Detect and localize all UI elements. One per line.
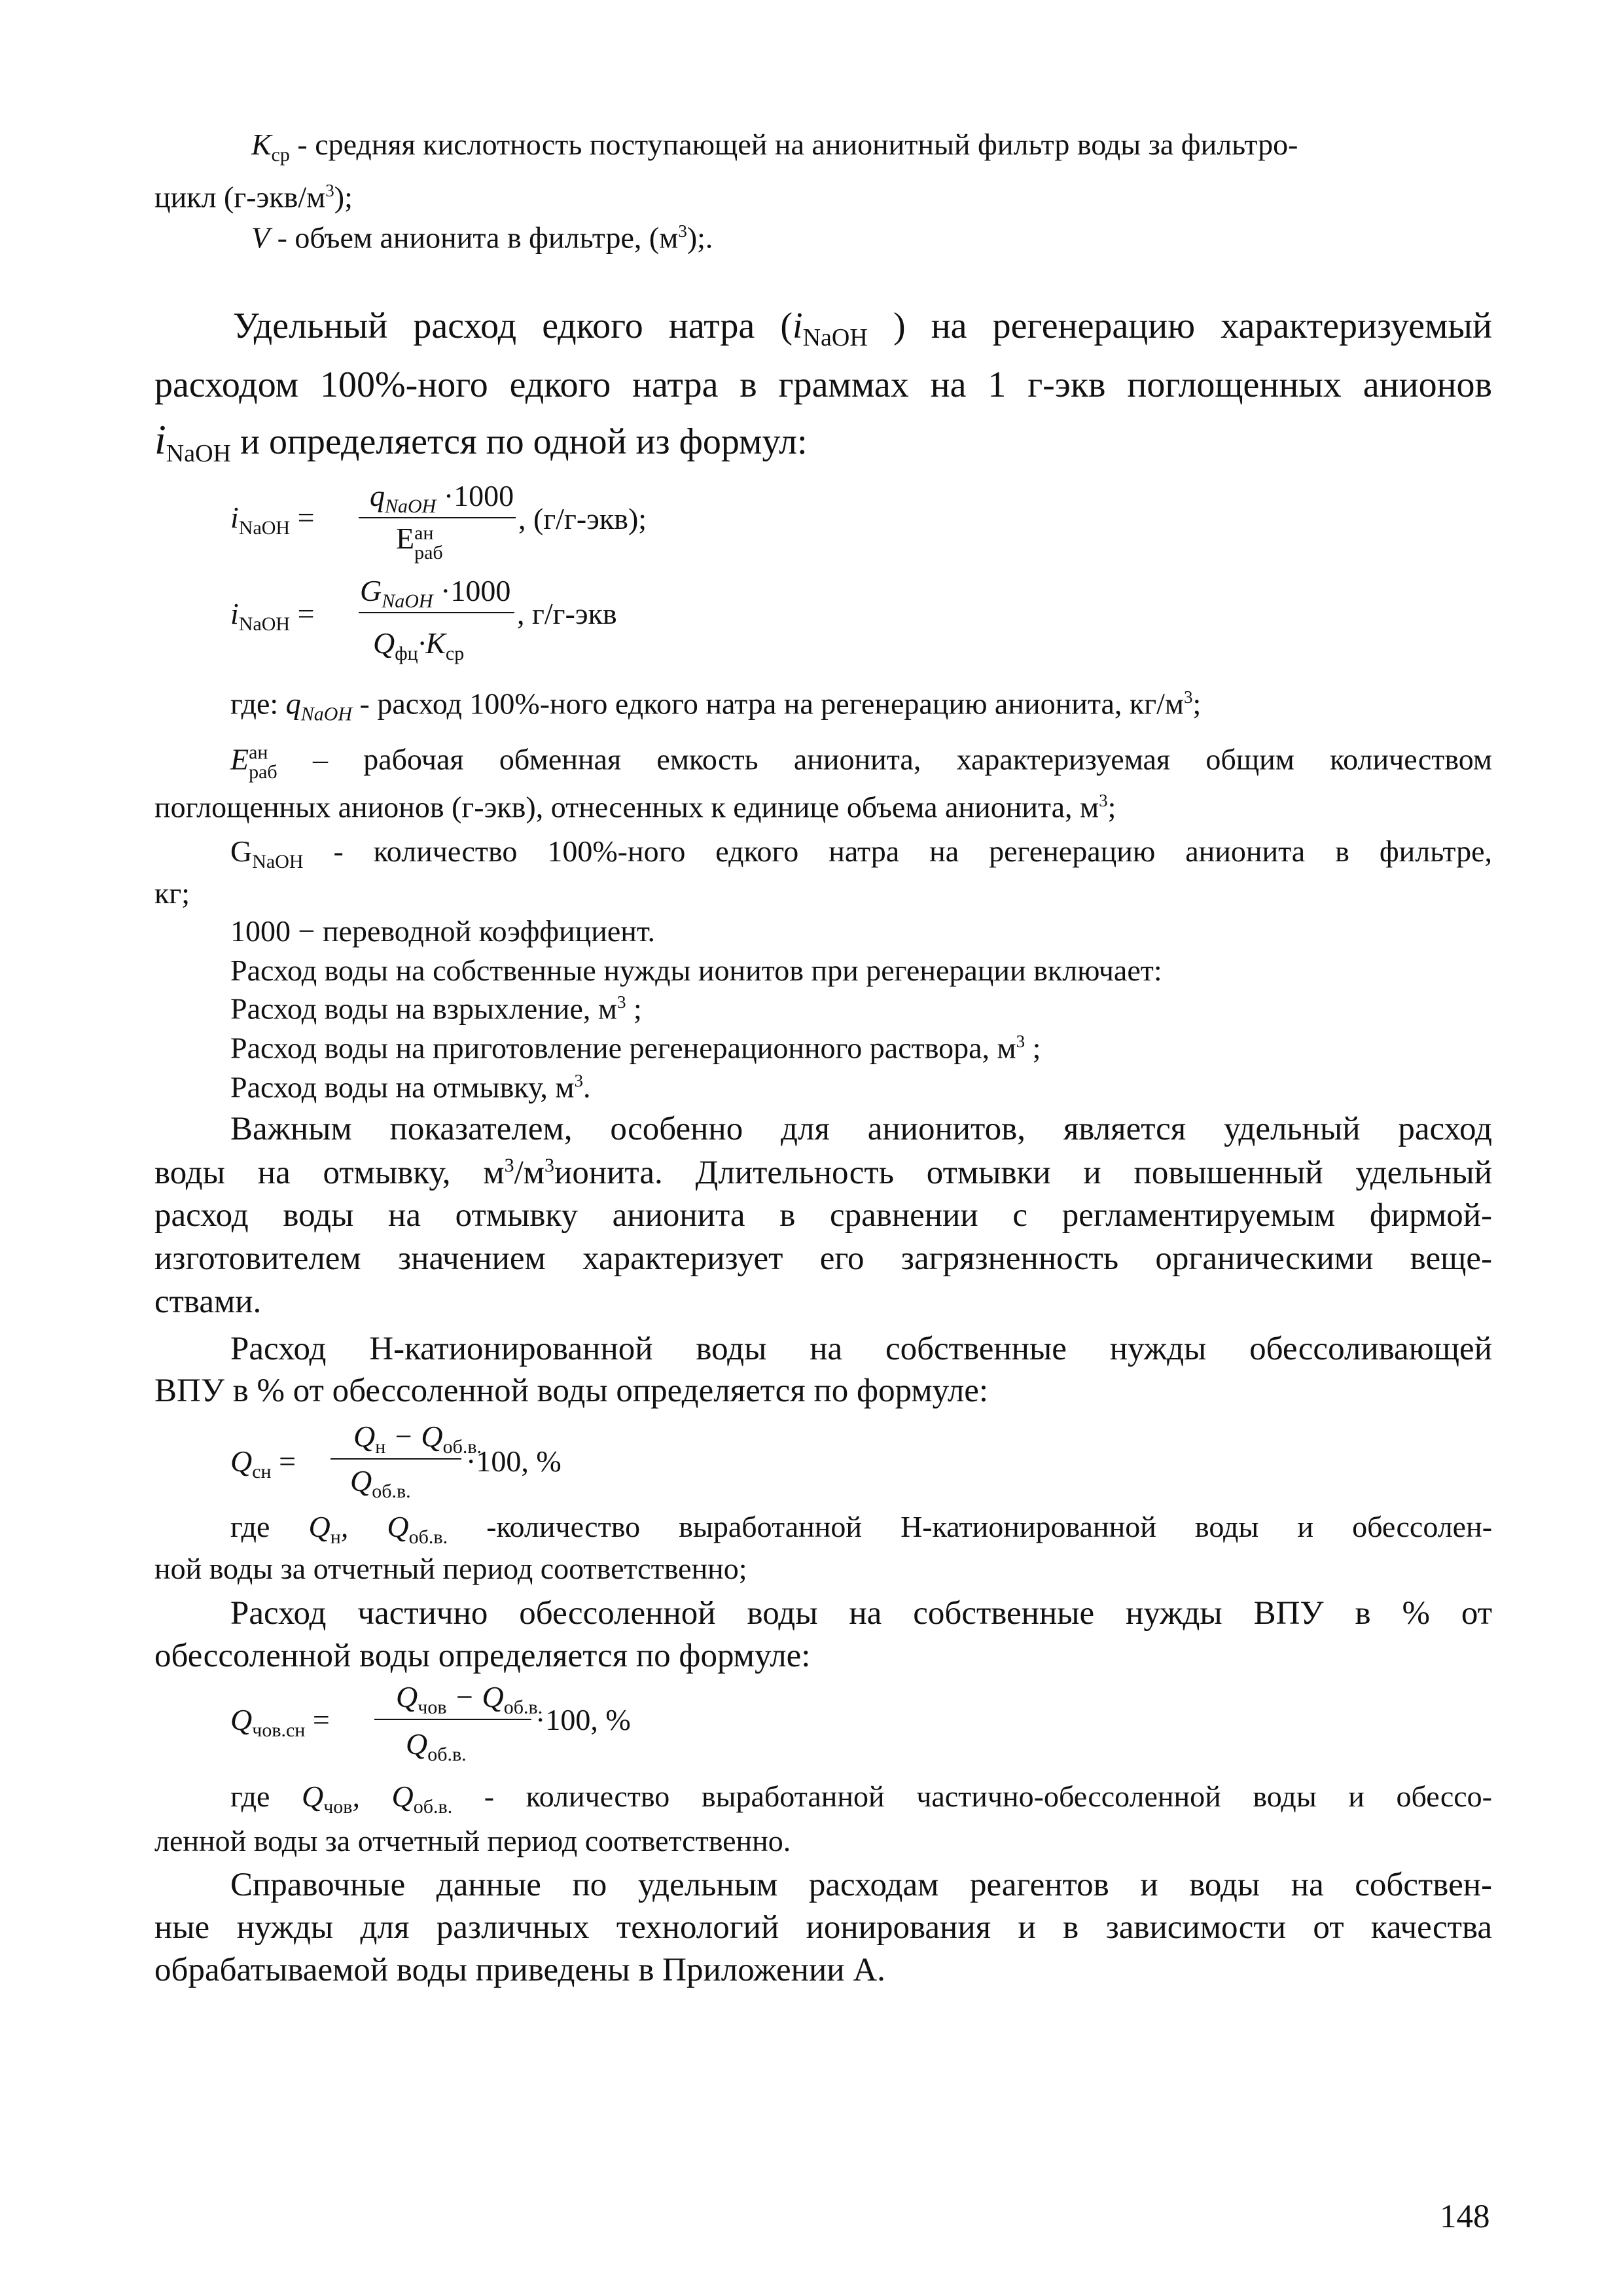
formula3-fraction-bar xyxy=(330,1458,461,1460)
para2-line2: воды на отмывку, $м^3/м^3ионита$. Длительность отмывки и повышенный удельный xyxy=(154,1155,1492,1191)
para2-line4: изготовителем значением характеризует его загрязненность органическими веще- xyxy=(154,1240,1492,1277)
formula2-fraction-bar xyxy=(359,612,514,613)
water-item-3: Расход воды на отмывку, $м^3$. xyxy=(230,1070,591,1104)
where1-line: где: $q_{NaOH}$ - расход 100%-ного едкого натра на регенерацию анионита, $кг/м^3$; xyxy=(230,687,1202,725)
formula1-lhs: $i_{NaOH}$ = xyxy=(230,501,315,539)
page-number: 148 xyxy=(1440,2198,1490,2235)
formula4-denominator: $Q_{об.в.}$ xyxy=(406,1727,467,1766)
para2-line1: Важным показателем, особенно для анионитов, является удельный расход xyxy=(230,1111,1492,1147)
where3-line1: $G_{NaOH}$ - количество 100%-ного едкого натра на регенерацию анионита в фильтре, xyxy=(230,834,1492,873)
where5-line1: где $Q_{чов}$, $Q_{об.в.}$ - количество выработанной частично-обессоленной воды и обессо- xyxy=(230,1780,1492,1818)
para3-line2: ВПУ в % от обессоленной воды определяется по формуле: xyxy=(154,1372,989,1409)
para5-line1: Справочные данные по удельным расходам реагентов и воды на собствен- xyxy=(230,1867,1492,1903)
formula1-fraction-bar xyxy=(359,517,516,518)
formula4-lhs: $Q_{чов.сн}$ = xyxy=(230,1703,330,1742)
where3-line2: кг; xyxy=(154,876,190,910)
def-kcp-line2: цикл $(г-экв/м^3)$; xyxy=(154,180,353,214)
para1-line2: расходом 100%-ного едкого натра в граммах на 1 г-экв поглощенных анионов xyxy=(154,365,1492,405)
para2-line3: расход воды на отмывку анионита в сравнении с регламентируемым фирмой- xyxy=(154,1197,1492,1234)
formula2-unit: , г/г-экв xyxy=(517,597,617,630)
formula1-numerator: $q_{NaOH} \cdot 1000$ xyxy=(370,479,514,518)
formula1-unit: , (г/г-экв); xyxy=(518,502,647,535)
def-kcp-line1: $К_{ср}$ - средняя кислотность поступающей на анионитный фильтр воды за фильтро- xyxy=(251,128,1298,166)
para5-line3: обрабатываемой воды приведены в Приложении А. xyxy=(154,1952,885,1988)
where2-line2: поглощенных анионов (г-экв), отнесенных к единице объема анионита, $м^3$; xyxy=(154,790,1116,824)
formula2-denominator: $Q_{фц}\cdot K_{ср}$ xyxy=(373,626,465,665)
def-v-line: V - объем анионита в фильтре, $(м^3)$;. xyxy=(251,221,713,255)
water-item-1: Расход воды на взрыхление, $м^3$ ; xyxy=(230,992,642,1026)
formula4-fraction-bar xyxy=(374,1719,531,1720)
water-item-2: Расход воды на приготовление регенерационного раствора, $м^3$ ; xyxy=(230,1031,1041,1065)
para3-line1: Расход Н-катионированной воды на собственные нужды обессоливающей xyxy=(230,1331,1492,1367)
formula4-tail: ·100, % xyxy=(535,1703,631,1736)
para1-line3: $i_{NaOH}$ и определяется по одной из формул: xyxy=(154,416,808,468)
where5-line2: ленной воды за отчетный период соответственно. xyxy=(154,1824,791,1857)
para5-line2: ные нужды для различных технологий ионирования и в зависимости от качества xyxy=(154,1909,1492,1946)
formula3-tail: ·100, % xyxy=(466,1444,562,1478)
para4-line1: Расход частично обессоленной воды на собственные нужды ВПУ в % от xyxy=(230,1595,1492,1632)
para4-line2: обессоленной воды определяется по формуле: xyxy=(154,1638,811,1674)
where4-line1: где $Q_н$, $Q_{об.в.}$ -количество выработанной Н-катионированной воды и обессолен- xyxy=(230,1510,1493,1549)
formula1-denominator: Е ан раб xyxy=(396,522,443,564)
formula2-numerator: $G_{NaOH} \cdot 1000$ xyxy=(360,574,511,613)
where4-line2: ной воды за отчетный период соответственно; xyxy=(154,1552,747,1585)
formula4-numerator: $Q_{чов} - Q_{об.в.}$ xyxy=(396,1680,543,1719)
formula3-numerator: $Q_н - Q_{об.в.}$ xyxy=(353,1420,482,1458)
water-intro-line: Расход воды на собственные нужды ионитов при регенерации включает: xyxy=(230,954,1162,987)
coefficient-line: 1000 − переводной коэффициент. xyxy=(230,914,656,948)
para1-line1: Удельный расход едкого натра ($i_{NaOH}$ ) на регенерацию характеризуемый xyxy=(233,306,1493,352)
formula3-denominator: $Q_{об.в.}$ xyxy=(350,1464,411,1503)
formula3-lhs: $Q_{сн}$ = xyxy=(230,1444,296,1483)
where2-line1: E ан раб – рабочая обменная емкость анионита, характеризуемая общим количеством xyxy=(230,742,1492,783)
formula2-lhs: $i_{NaOH}$ = xyxy=(230,597,315,636)
para2-line5: ствами. xyxy=(154,1283,262,1320)
